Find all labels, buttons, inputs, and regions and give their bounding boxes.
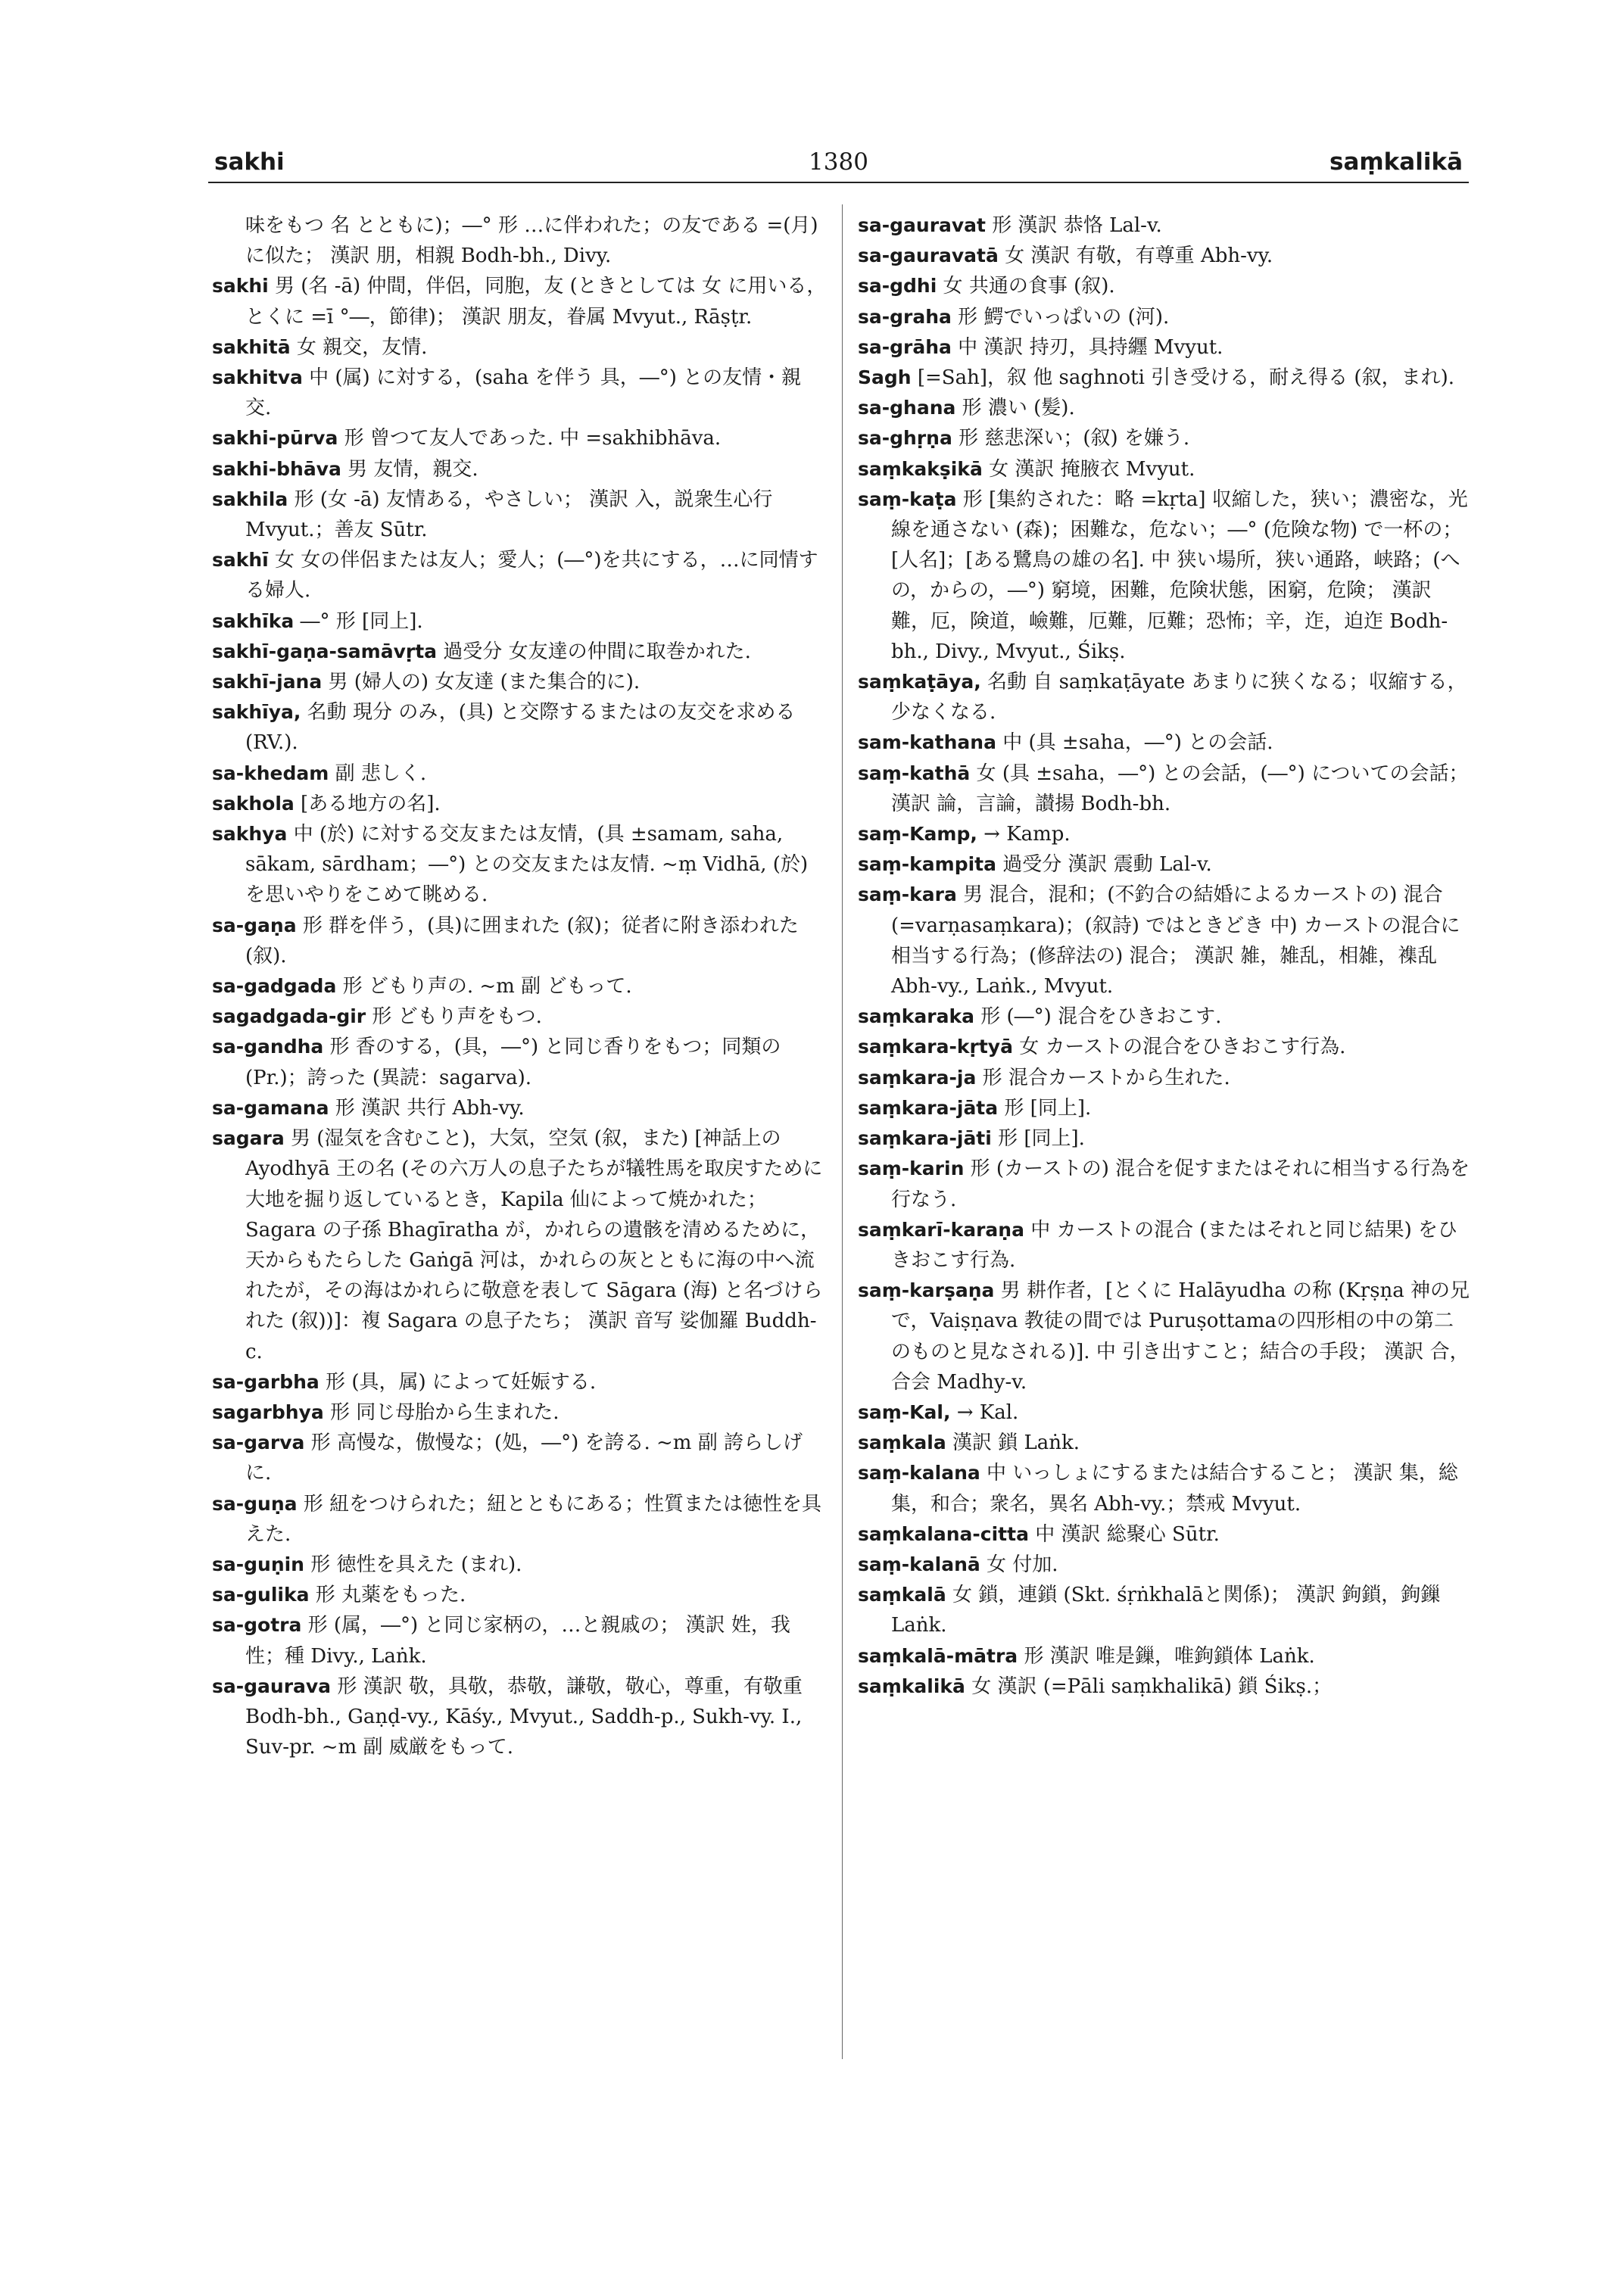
entry-definition: 形 徳性を具えた (まれ). bbox=[304, 1553, 522, 1576]
entry-definition: 形 漢訳 恭恪 Lal-v. bbox=[986, 214, 1162, 237]
dictionary-entry bbox=[212, 1397, 827, 1428]
entry-definition: 形 どもり声をもつ. bbox=[366, 1005, 542, 1029]
entry-headword: saṃ-Kal, bbox=[858, 1400, 951, 1423]
entry-definition: 形 混合カーストから生れた. bbox=[976, 1066, 1230, 1089]
entry-definition: 形 どもり声の. ~m 副 どもって. bbox=[336, 975, 632, 999]
entry-definition: 形 漢訳 唯是鏁，唯鉤鎖体 Laṅk. bbox=[1018, 1644, 1315, 1668]
entry-headword: sagarbhya bbox=[212, 1400, 324, 1423]
dictionary-entry bbox=[858, 210, 1473, 241]
entry-headword: sa-ghṛṇa bbox=[858, 427, 952, 450]
entry-definition: 女 漢訳 (=Pāli saṃkhalikā) 鎖 Śikṣ.； bbox=[965, 1675, 1333, 1698]
dictionary-entry bbox=[212, 1550, 827, 1580]
entry-headword: sa-garbha bbox=[212, 1370, 320, 1393]
entry-headword: saṃ-kathā bbox=[858, 762, 971, 784]
dictionary-entry bbox=[858, 1428, 1473, 1458]
dictionary-entry bbox=[858, 271, 1473, 301]
dictionary-entry bbox=[858, 759, 1473, 819]
entry-definition: 形 (具，属) によって妊娠する. bbox=[319, 1370, 597, 1394]
entry-definition: ―° 形 [同上]. bbox=[294, 609, 423, 633]
entry-headword: saṃkalā bbox=[858, 1584, 946, 1606]
entry-definition: 女 漢訳 有敬，有尊重 Abh-vy. bbox=[998, 245, 1273, 268]
entry-headword: sakhi-bhāva bbox=[212, 457, 341, 480]
entry-headword: saṃkarī-karaṇa bbox=[858, 1218, 1024, 1241]
entry-definition: 形 同じ母胎から生まれた. bbox=[323, 1400, 560, 1424]
dictionary-entry bbox=[212, 637, 827, 667]
entry-headword: sa-gauravat bbox=[858, 214, 987, 236]
dictionary-entry bbox=[212, 911, 827, 971]
dictionary-entry bbox=[858, 1123, 1473, 1154]
dictionary-entry bbox=[212, 1123, 827, 1367]
entry-headword: sa-ghana bbox=[858, 397, 956, 419]
entry-definition: 中 漢訳 持刃，具持纒 Mvyut. bbox=[951, 335, 1223, 359]
entry-headword: sakhila bbox=[212, 488, 288, 510]
entry-definition: 形 群を伴う，(具)に囲まれた (叙)；従者に附き添われた (叙). bbox=[245, 914, 799, 967]
entry-definition: 形 香のする，(具，―°) と同じ香りをもつ；同類の (Pr.)；誇った (異読：sagarva). bbox=[245, 1036, 781, 1089]
entry-definition: 形 漢訳 敬，具敬，恭敬，謙敬，敬心，尊重，有敬重 Bodh-bh., Gaṇḍ-vy., Kāśy., Mvyut., Saddh-p., Sukh-vy. I., Suv-pr. ~m 副 威厳をもって. bbox=[245, 1675, 803, 1759]
dictionary-entry bbox=[858, 819, 1473, 849]
dictionary-entry bbox=[212, 1093, 827, 1123]
dictionary-entry bbox=[858, 1063, 1473, 1093]
entry-definition: 女 カーストの混合をひきおこす行為. bbox=[1012, 1036, 1346, 1059]
entry-headword: Sagh bbox=[858, 366, 912, 389]
dictionary-entry bbox=[858, 1519, 1473, 1550]
dictionary-entry bbox=[212, 1610, 827, 1671]
entry-headword: saṃ-kara bbox=[858, 883, 957, 906]
dictionary-entry bbox=[212, 1580, 827, 1610]
running-header bbox=[208, 144, 1469, 183]
dictionary-entry bbox=[212, 1489, 827, 1550]
entry-headword: sa-gamana bbox=[212, 1096, 329, 1119]
dictionary-entry bbox=[212, 819, 827, 911]
entry-headword: saṃ-kaṭa bbox=[858, 488, 957, 510]
entry-headword: saṃkakṣikā bbox=[858, 457, 983, 480]
dictionary-entry bbox=[858, 1002, 1473, 1032]
entry-headword: sa-gaurava bbox=[212, 1675, 332, 1697]
entry-headword: saṃkara-ja bbox=[858, 1066, 977, 1089]
entry-definition: [ある地方の名]. bbox=[294, 792, 441, 815]
entry-headword: sakhola bbox=[212, 792, 295, 815]
right-column bbox=[858, 210, 1473, 1702]
entry-definition: 過受分 漢訳 震動 Lal-v. bbox=[996, 853, 1212, 877]
dictionary-entry bbox=[212, 606, 827, 637]
entry-definition: 中 漢訳 総聚心 Sūtr. bbox=[1028, 1522, 1220, 1546]
entry-headword: sakhīka bbox=[212, 609, 295, 632]
dictionary-entry bbox=[858, 423, 1473, 453]
entry-definition: 中 (属) に対する，(saha を伴う 具，―°) との友情・親交. bbox=[245, 366, 802, 420]
dictionary-entry bbox=[858, 1671, 1473, 1702]
entry-definition: 中 (於) に対する交友または友情，(具 ±samam, saha, sākam, sārdham；―°) との交友または友情. ~ṃ Vidhā, (於)を思いやりをこめて眺める. bbox=[245, 823, 809, 907]
entry-headword: sa-gandha bbox=[212, 1036, 324, 1058]
column-divider bbox=[842, 204, 843, 2059]
dictionary-entry bbox=[212, 697, 827, 758]
entry-headword: sa-gotra bbox=[212, 1614, 302, 1637]
dictionary-entry bbox=[212, 1428, 827, 1488]
entry-definition: 名動 自 saṃkaṭāyate あまりに狭くなる；収縮する，少なくなる. bbox=[891, 671, 1467, 724]
entry-definition: 形 (属，―°) と同じ家柄の，…と親戚の； 漢訳 姓，我性；種 Divy., Laṅk. bbox=[245, 1614, 790, 1668]
entry-headword: sakhīya, bbox=[212, 701, 301, 724]
entry-definition: 男 友情，親交. bbox=[341, 457, 478, 481]
entry-definition: 漢訳 鎖 Laṅk. bbox=[946, 1432, 1080, 1455]
entry-headword: sa-gulika bbox=[212, 1584, 310, 1606]
entry-definition: 形 (カーストの) 混合を促すまたはそれに相当する行為を行なう. bbox=[891, 1157, 1470, 1211]
entry-definition: 男 (湿気を含むこと)，大気，空気 (叙，また) [神話上の Ayodhyā 王の名 (その六万人の息子たちが犠牲馬を取戻すために大地を掘り返しているとき，Kapila 仙によって焼かれた；Sagara の子孫 Bhagīratha が，かれらの遺骸を清めるために，天からもたらした Gaṅgā 河は，かれらの灰とともに海の中へ流れたが，その海はかれらに敬意を表して Sāgara (海) と名づけられた (叙))]：複 Sagara の息子たち； 漢訳 音写 娑伽羅 Buddh-c. bbox=[245, 1127, 823, 1363]
dictionary-entry bbox=[212, 454, 827, 484]
dictionary-entry bbox=[858, 363, 1473, 393]
entry-definition: 男 (名 -ā) 仲間，伴侶，同胞，友 (ときとしては 女 に用いる，とくに =ī °―，節律)； 漢訳 朋友，眷属 Mvyut., Rāṣṭr. bbox=[245, 275, 827, 329]
entry-headword: saṃ-kampita bbox=[858, 853, 997, 876]
dictionary-entry bbox=[212, 1367, 827, 1397]
entry-definition: 中 カーストの混合 (またはそれと同じ結果) をひきおこす行為. bbox=[891, 1218, 1457, 1272]
dictionary-entry bbox=[858, 393, 1473, 423]
entry-headword: saṃkalā-mātra bbox=[858, 1644, 1018, 1667]
entry-headword: saṃkala bbox=[858, 1432, 946, 1454]
left-column bbox=[212, 210, 827, 1762]
dictionary-entry bbox=[858, 849, 1473, 880]
entry-definition: 形 (―°) 混合をひきおこす. bbox=[974, 1005, 1222, 1029]
entry-headword: sakhī bbox=[212, 549, 269, 572]
entry-definition: 女 漢訳 掩腋衣 Mvyut. bbox=[982, 457, 1195, 481]
dictionary-entry bbox=[858, 1550, 1473, 1580]
entry-headword: sa-khedam bbox=[212, 762, 329, 784]
dictionary-entry bbox=[858, 1276, 1473, 1397]
header-left-guideword: sakhi bbox=[214, 148, 285, 176]
entry-headword: sakhi bbox=[212, 275, 269, 298]
dictionary-entry bbox=[858, 1032, 1473, 1062]
entry-definition: 形 慈悲深い；(叙) を嫌う. bbox=[952, 427, 1190, 450]
entry-headword: sa-graha bbox=[858, 305, 952, 328]
entry-definition: 形 紐をつけられた；紐とともにある；性質または徳性を具えた. bbox=[245, 1492, 822, 1546]
entry-headword: sakhitā bbox=[212, 335, 291, 358]
dictionary-entry bbox=[212, 484, 827, 545]
dictionary-entry bbox=[212, 667, 827, 697]
dictionary-entry bbox=[858, 1093, 1473, 1123]
dictionary-entry bbox=[858, 1215, 1473, 1276]
entry-definition: 形 濃い (髪). bbox=[955, 397, 1075, 420]
dictionary-entry bbox=[858, 241, 1473, 271]
entry-definition: 女 女の伴侶または友人；愛人；(―°)を共にする，…に同情する婦人. bbox=[245, 549, 818, 603]
header-right-guideword: saṃkalikā bbox=[1329, 148, 1463, 176]
dictionary-entry bbox=[212, 423, 827, 453]
dictionary-entry bbox=[212, 545, 827, 606]
dictionary-entry bbox=[858, 1458, 1473, 1519]
dictionary-entry bbox=[858, 1154, 1473, 1214]
entry-definition: 過受分 女友達の仲間に取巻かれた. bbox=[437, 640, 751, 663]
entry-headword: sa-gadgada bbox=[212, 975, 337, 998]
page-number: 1380 bbox=[809, 148, 868, 176]
entry-definition: 形 鰐でいっぱいの (河). bbox=[951, 305, 1170, 329]
entry-headword: saṃ-kalanā bbox=[858, 1553, 980, 1575]
dictionary-entry bbox=[858, 667, 1473, 727]
entry-definition: 中 (具 ±saha，―°) との会話. bbox=[996, 731, 1273, 755]
dictionary-entry bbox=[858, 880, 1473, 1002]
dictionary-entry bbox=[858, 454, 1473, 484]
entry-definition: 男 (婦人の) 女友達 (また集合的に). bbox=[322, 671, 641, 694]
dictionary-entry bbox=[212, 789, 827, 819]
entry-headword: sa-gdhi bbox=[858, 275, 937, 298]
entry-headword: sa-garva bbox=[212, 1432, 305, 1454]
entry-definition: 女 (具 ±saha，―°) との会話，(―°) についての会話； 漢訳 論，言論，讃揚 Bodh-bh. bbox=[891, 762, 1469, 815]
entry-headword: sakhī-jana bbox=[212, 671, 323, 693]
entry-headword: saṃkara-jāti bbox=[858, 1127, 992, 1150]
entry-headword: saṃkara-kṛtyā bbox=[858, 1036, 1013, 1058]
entry-headword: sagara bbox=[212, 1127, 285, 1150]
entry-definition: 女 付加. bbox=[980, 1553, 1058, 1576]
dictionary-entry bbox=[212, 1002, 827, 1032]
entry-definition: [=Sah]，叙 他 saghnoti 引き受ける，耐え得る (叙，まれ). bbox=[911, 366, 1454, 390]
entry-definition: 形 [同上]. bbox=[991, 1127, 1085, 1151]
entry-definition: 形 高慢な，傲慢な；(処，―°) を誇る. ~m 副 誇らしげに. bbox=[245, 1432, 803, 1485]
dictionary-entry bbox=[212, 332, 827, 363]
entry-headword: saṃkaṭāya, bbox=[858, 671, 981, 693]
entry-definition: 形 曾つて友人であった. 中 =sakhibhāva. bbox=[338, 427, 722, 450]
dictionary-entry bbox=[212, 271, 827, 332]
entry-definition: 女 共通の食事 (叙). bbox=[937, 275, 1115, 298]
entry-headword: sam-kathana bbox=[858, 731, 996, 754]
entry-definition: 形 (女 -ā) 友情ある，やさしい； 漢訳 入，説衆生心行 Mvyut.；善友 Sūtr. bbox=[245, 488, 773, 542]
dictionary-entry bbox=[858, 302, 1473, 332]
entry-definition: 名動 現分 のみ，(具) と交際するまたはの友交を求める (RV.). bbox=[245, 701, 796, 755]
dictionary-entry bbox=[858, 332, 1473, 363]
entry-headword: sakhī-gaṇa-samāvṛta bbox=[212, 640, 438, 662]
dictionary-entry bbox=[212, 971, 827, 1002]
dictionary-entry bbox=[858, 484, 1473, 667]
entry-definition: 形 [集約された：略 =kṛta] 収縮した，狭い；濃密な，光線を通さない (森)；困難な，危ない；―° (危険な物) で一杯の；[人名]；[ある鷺鳥の雄の名]. 中 狭い場所，狭い通路，峡路；(への，からの，―°) 窮境，困難，危険状態，困窮，危険； 漢訳 難，厄，険道，嶮難，厄難，厄難；恐怖；辛，迮，迫迮 Bodh-bh., Divy., Mvyut., Śikṣ. bbox=[891, 488, 1468, 663]
entry-definition: → Kamp. bbox=[977, 823, 1071, 846]
entry-headword: sa-gauravatā bbox=[858, 245, 999, 267]
entry-headword: sakhitva bbox=[212, 366, 303, 389]
entry-headword: saṃ-karin bbox=[858, 1157, 965, 1180]
entry-definition: 味をもつ 名 とともに)；―° 形 …に伴われた；の友である =(月)に似た； 漢訳 朋，相親 Bodh-bh., Divy. bbox=[245, 214, 818, 268]
entry-definition: 形 丸薬をもった. bbox=[309, 1584, 466, 1607]
dictionary-entry bbox=[212, 210, 827, 271]
entry-definition: 女 鎖，連鎖 (Skt. śṛṅkhalāと関係)； 漢訳 鉤鎖，鉤鏁 Laṅk. bbox=[891, 1584, 1441, 1637]
entry-headword: saṃkalikā bbox=[858, 1675, 965, 1697]
entry-headword: sa-guṇin bbox=[212, 1553, 304, 1575]
entry-headword: saṃ-Kamp, bbox=[858, 823, 977, 846]
dictionary-entry bbox=[212, 759, 827, 789]
dictionary-entry bbox=[212, 1032, 827, 1092]
entry-headword: sakhi-pūrva bbox=[212, 427, 338, 450]
entry-definition: 副 悲しく. bbox=[329, 762, 427, 785]
dictionary-entry bbox=[212, 363, 827, 423]
entry-definition: 女 親交，友情. bbox=[290, 335, 428, 359]
entry-headword: saṃkaraka bbox=[858, 1005, 974, 1028]
entry-definition: 形 [同上]. bbox=[998, 1096, 1092, 1120]
entry-headword: sakhya bbox=[212, 823, 288, 846]
dictionary-entry bbox=[858, 1397, 1473, 1428]
entry-definition: 形 漢訳 共行 Abh-vy. bbox=[329, 1096, 525, 1120]
entry-headword: saṃkara-jāta bbox=[858, 1096, 999, 1119]
dictionary-entry bbox=[858, 1580, 1473, 1640]
dictionary-entry bbox=[212, 1671, 827, 1763]
dictionary-entry bbox=[858, 1641, 1473, 1671]
entry-headword: sa-guṇa bbox=[212, 1492, 298, 1515]
entry-headword: sa-gaṇa bbox=[212, 914, 297, 936]
entry-definition: 男 混合，混和；(不釣合の結婚によるカーストの) 混合 (=varṇasaṃkara)；(叙詩) ではときどき 中) カーストの混合に相当する行為；(修辞法の) 混合； 漢訳 雑，雑乱，相雑，襍乱 Abh-vy., Laṅk., Mvyut. bbox=[891, 883, 1460, 999]
entry-headword: saṃ-karṣaṇa bbox=[858, 1279, 995, 1302]
dictionary-entry bbox=[858, 727, 1473, 758]
entry-definition: → Kal. bbox=[950, 1400, 1019, 1424]
entry-headword: sa-grāha bbox=[858, 335, 952, 358]
entry-headword: saṃ-kalana bbox=[858, 1462, 980, 1485]
entry-headword: sagadgada-gir bbox=[212, 1005, 366, 1028]
entry-definition: 男 耕作者，[とくに Halāyudha の称 (Kṛṣṇa 神の兄で，Vaiṣṇava 教徒の間では Puruṣottamaの四形相の中の第二のものと見なされる)]. 中 引き出すこと；結合の手段； 漢訳 合，合会 Madhy-v. bbox=[891, 1279, 1470, 1394]
entry-definition: 中 いっしょにするまたは結合すること； 漢訳 集，総集，和合；衆名，異名 Abh-vy.；禁戒 Mvyut. bbox=[891, 1462, 1458, 1516]
entry-headword: saṃkalana-citta bbox=[858, 1522, 1029, 1545]
